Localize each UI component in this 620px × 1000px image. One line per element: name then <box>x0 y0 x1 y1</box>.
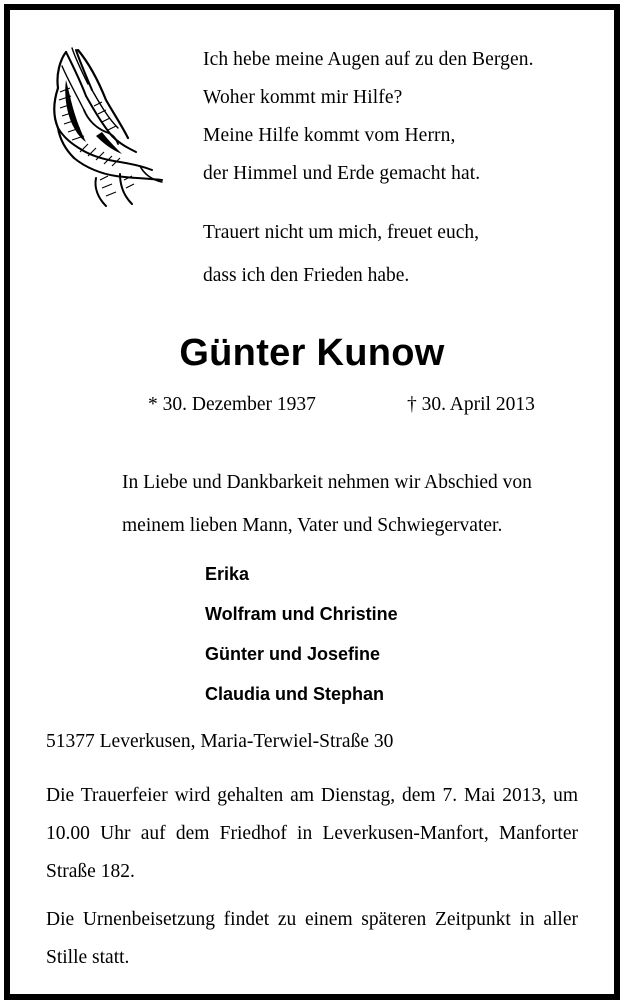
farewell-line: In Liebe und Dankbarkeit nehmen wir Abschied von <box>122 472 532 493</box>
verse-line: Trauert nicht um mich, freuet euch, <box>203 222 479 243</box>
verse-line: der Himmel und Erde gemacht hat. <box>203 163 481 184</box>
family-address: 51377 Leverkusen, Maria-Terwiel-Straße 30 <box>46 731 394 752</box>
verse-line: Ich hebe meine Augen auf zu den Bergen. <box>203 49 534 70</box>
verse-line: dass ich den Frieden habe. <box>203 265 410 286</box>
farewell-text <box>122 461 532 547</box>
verse-line: Woher kommt mir Hilfe? <box>203 87 403 108</box>
praying-hands-icon <box>36 40 176 210</box>
obituary-notice <box>4 4 620 1000</box>
mourner-name: Günter und Josefine <box>205 644 381 664</box>
mourner-name: Erika <box>205 564 250 584</box>
bible-verse <box>203 41 534 193</box>
mourner-name: Claudia und Stephan <box>205 684 385 704</box>
mourners-list <box>205 554 398 714</box>
mourner-name: Wolfram und Christine <box>205 604 398 624</box>
funeral-notice: Die Trauerfeier wird gehalten am Dienstag, dem 7. Mai 2013, um 10.00 Uhr auf dem Friedhof in Leverkusen-Manfort, Manforter Straße 182. <box>46 785 578 882</box>
verse-line: Meine Hilfe kommt vom Herrn, <box>203 125 456 146</box>
consolation-verse <box>203 211 479 297</box>
burial-notice: Die Urnenbeisetzung findet zu einem späteren Zeitpunkt in aller Stille statt. <box>46 909 578 968</box>
birth-date: * 30. Dezember 1937 <box>148 394 316 415</box>
death-date: † 30. April 2013 <box>407 394 535 415</box>
deceased-name: Günter Kunow <box>179 332 445 374</box>
farewell-line: meinem lieben Mann, Vater und Schwiegervater. <box>122 515 503 536</box>
